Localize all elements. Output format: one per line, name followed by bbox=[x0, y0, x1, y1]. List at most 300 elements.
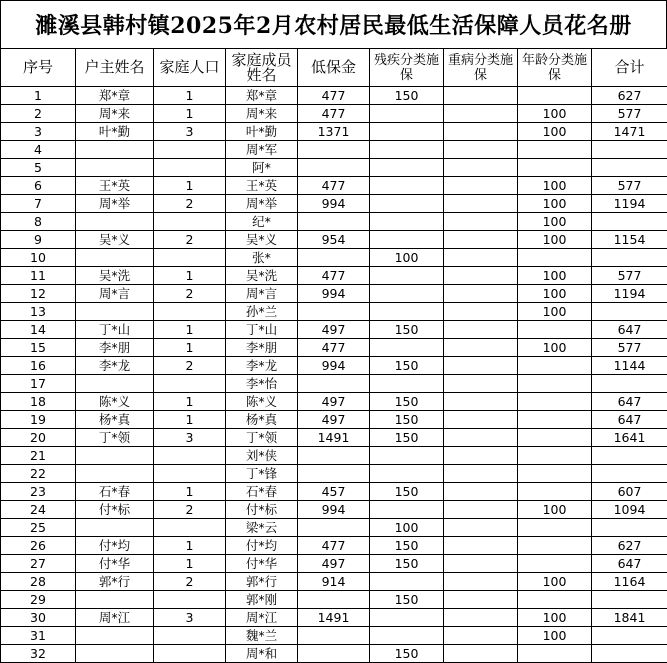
cell-total: 1841 bbox=[592, 609, 667, 627]
cell-member-name: 周*江 bbox=[226, 609, 298, 627]
cell-base-allowance: 994 bbox=[298, 501, 370, 519]
table-row bbox=[1, 591, 667, 609]
roster-table bbox=[0, 48, 667, 663]
table-row bbox=[1, 501, 667, 519]
cell-family-size: 1 bbox=[154, 411, 226, 429]
cell-member-name: 郭*行 bbox=[226, 573, 298, 591]
table-row bbox=[1, 213, 667, 231]
cell-age-supplement: 100 bbox=[518, 627, 592, 645]
cell-illness-supplement bbox=[444, 195, 518, 213]
cell-base-allowance bbox=[298, 465, 370, 483]
cell-illness-supplement bbox=[444, 159, 518, 177]
cell-illness-supplement bbox=[444, 105, 518, 123]
cell-member-name: 付*华 bbox=[226, 555, 298, 573]
cell-total: 1194 bbox=[592, 195, 667, 213]
cell-member-name: 付*标 bbox=[226, 501, 298, 519]
cell-family-size: 1 bbox=[154, 267, 226, 285]
cell-age-supplement bbox=[518, 411, 592, 429]
cell-age-supplement bbox=[518, 483, 592, 501]
cell-total bbox=[592, 519, 667, 537]
header-household-head: 户主姓名 bbox=[76, 49, 154, 87]
cell-base-allowance bbox=[298, 159, 370, 177]
cell-total bbox=[592, 213, 667, 231]
cell-disability-supplement: 150 bbox=[370, 393, 444, 411]
cell-illness-supplement bbox=[444, 645, 518, 663]
cell-member-name: 李*龙 bbox=[226, 357, 298, 375]
cell-base-allowance bbox=[298, 249, 370, 267]
table-row bbox=[1, 555, 667, 573]
cell-seq: 6 bbox=[1, 177, 76, 195]
cell-total: 1194 bbox=[592, 285, 667, 303]
cell-member-name: 丁*锋 bbox=[226, 465, 298, 483]
cell-family-size bbox=[154, 465, 226, 483]
cell-disability-supplement bbox=[370, 447, 444, 465]
table-row bbox=[1, 303, 667, 321]
cell-age-supplement bbox=[518, 375, 592, 393]
table-row bbox=[1, 357, 667, 375]
cell-disability-supplement: 150 bbox=[370, 357, 444, 375]
cell-member-name: 吴*洗 bbox=[226, 267, 298, 285]
cell-disability-supplement bbox=[370, 267, 444, 285]
cell-member-name: 叶*勤 bbox=[226, 123, 298, 141]
cell-household-head: 吴*义 bbox=[76, 231, 154, 249]
cell-household-head: 付*标 bbox=[76, 501, 154, 519]
header-disability-supplement: 残疾分类施保 bbox=[370, 49, 444, 87]
cell-total bbox=[592, 249, 667, 267]
header-family-size: 家庭人口 bbox=[154, 49, 226, 87]
cell-total: 607 bbox=[592, 483, 667, 501]
cell-seq: 25 bbox=[1, 519, 76, 537]
cell-illness-supplement bbox=[444, 231, 518, 249]
cell-disability-supplement: 150 bbox=[370, 483, 444, 501]
cell-household-head: 周*江 bbox=[76, 609, 154, 627]
cell-seq: 19 bbox=[1, 411, 76, 429]
cell-illness-supplement bbox=[444, 339, 518, 357]
cell-illness-supplement bbox=[444, 285, 518, 303]
cell-member-name: 梁*云 bbox=[226, 519, 298, 537]
cell-total: 647 bbox=[592, 555, 667, 573]
cell-family-size: 2 bbox=[154, 501, 226, 519]
table-row bbox=[1, 411, 667, 429]
cell-disability-supplement: 100 bbox=[370, 519, 444, 537]
cell-disability-supplement bbox=[370, 339, 444, 357]
cell-household-head: 付*华 bbox=[76, 555, 154, 573]
cell-age-supplement bbox=[518, 159, 592, 177]
cell-age-supplement: 100 bbox=[518, 285, 592, 303]
cell-total: 577 bbox=[592, 177, 667, 195]
cell-household-head bbox=[76, 627, 154, 645]
cell-age-supplement: 100 bbox=[518, 195, 592, 213]
cell-illness-supplement bbox=[444, 393, 518, 411]
cell-total: 647 bbox=[592, 411, 667, 429]
cell-base-allowance: 994 bbox=[298, 285, 370, 303]
cell-family-size: 2 bbox=[154, 195, 226, 213]
cell-household-head: 王*英 bbox=[76, 177, 154, 195]
cell-total: 1164 bbox=[592, 573, 667, 591]
cell-family-size bbox=[154, 303, 226, 321]
header-seq: 序号 bbox=[1, 49, 76, 87]
cell-illness-supplement bbox=[444, 123, 518, 141]
cell-age-supplement: 100 bbox=[518, 573, 592, 591]
cell-member-name: 丁*领 bbox=[226, 429, 298, 447]
cell-illness-supplement bbox=[444, 483, 518, 501]
cell-base-allowance: 477 bbox=[298, 537, 370, 555]
cell-seq: 10 bbox=[1, 249, 76, 267]
cell-base-allowance: 477 bbox=[298, 87, 370, 105]
cell-disability-supplement: 150 bbox=[370, 645, 444, 663]
cell-seq: 31 bbox=[1, 627, 76, 645]
cell-disability-supplement bbox=[370, 195, 444, 213]
cell-illness-supplement bbox=[444, 267, 518, 285]
cell-total bbox=[592, 159, 667, 177]
cell-member-name: 王*英 bbox=[226, 177, 298, 195]
cell-illness-supplement bbox=[444, 591, 518, 609]
cell-disability-supplement bbox=[370, 609, 444, 627]
cell-family-size bbox=[154, 519, 226, 537]
cell-total: 647 bbox=[592, 321, 667, 339]
cell-illness-supplement bbox=[444, 375, 518, 393]
cell-family-size: 3 bbox=[154, 609, 226, 627]
cell-household-head: 陈*义 bbox=[76, 393, 154, 411]
cell-member-name: 陈*义 bbox=[226, 393, 298, 411]
cell-household-head: 周*来 bbox=[76, 105, 154, 123]
cell-base-allowance bbox=[298, 375, 370, 393]
cell-illness-supplement bbox=[444, 249, 518, 267]
cell-base-allowance: 994 bbox=[298, 195, 370, 213]
cell-family-size bbox=[154, 645, 226, 663]
cell-age-supplement: 100 bbox=[518, 501, 592, 519]
cell-family-size: 1 bbox=[154, 483, 226, 501]
cell-total: 577 bbox=[592, 339, 667, 357]
cell-member-name: 付*均 bbox=[226, 537, 298, 555]
cell-base-allowance: 497 bbox=[298, 555, 370, 573]
cell-total: 647 bbox=[592, 393, 667, 411]
cell-seq: 20 bbox=[1, 429, 76, 447]
cell-disability-supplement bbox=[370, 141, 444, 159]
cell-disability-supplement bbox=[370, 285, 444, 303]
cell-family-size bbox=[154, 447, 226, 465]
table-row bbox=[1, 609, 667, 627]
cell-illness-supplement bbox=[444, 573, 518, 591]
cell-seq: 13 bbox=[1, 303, 76, 321]
cell-disability-supplement: 150 bbox=[370, 87, 444, 105]
cell-age-supplement bbox=[518, 321, 592, 339]
cell-family-size: 1 bbox=[154, 177, 226, 195]
cell-family-size: 1 bbox=[154, 105, 226, 123]
cell-household-head: 丁*领 bbox=[76, 429, 154, 447]
cell-illness-supplement bbox=[444, 501, 518, 519]
table-row bbox=[1, 177, 667, 195]
cell-family-size bbox=[154, 375, 226, 393]
cell-age-supplement: 100 bbox=[518, 105, 592, 123]
cell-illness-supplement bbox=[444, 555, 518, 573]
cell-base-allowance: 497 bbox=[298, 393, 370, 411]
cell-total: 627 bbox=[592, 87, 667, 105]
cell-family-size: 2 bbox=[154, 231, 226, 249]
cell-disability-supplement bbox=[370, 303, 444, 321]
table-row bbox=[1, 141, 667, 159]
cell-seq: 8 bbox=[1, 213, 76, 231]
cell-seq: 15 bbox=[1, 339, 76, 357]
cell-seq: 1 bbox=[1, 87, 76, 105]
cell-disability-supplement bbox=[370, 375, 444, 393]
table-row bbox=[1, 645, 667, 663]
table-row bbox=[1, 159, 667, 177]
cell-member-name: 丁*山 bbox=[226, 321, 298, 339]
cell-member-name: 李*朋 bbox=[226, 339, 298, 357]
cell-member-name: 张* bbox=[226, 249, 298, 267]
cell-household-head bbox=[76, 303, 154, 321]
cell-seq: 24 bbox=[1, 501, 76, 519]
cell-disability-supplement: 150 bbox=[370, 411, 444, 429]
cell-illness-supplement bbox=[444, 465, 518, 483]
cell-household-head: 李*朋 bbox=[76, 339, 154, 357]
cell-base-allowance: 994 bbox=[298, 357, 370, 375]
cell-household-head: 付*均 bbox=[76, 537, 154, 555]
cell-total bbox=[592, 303, 667, 321]
cell-seq: 30 bbox=[1, 609, 76, 627]
cell-disability-supplement: 100 bbox=[370, 249, 444, 267]
cell-base-allowance: 497 bbox=[298, 321, 370, 339]
page-title: 濉溪县韩村镇2025年2月农村居民最低生活保障人员花名册 bbox=[0, 0, 667, 48]
cell-total: 577 bbox=[592, 105, 667, 123]
cell-illness-supplement bbox=[444, 177, 518, 195]
cell-total bbox=[592, 375, 667, 393]
cell-family-size: 1 bbox=[154, 321, 226, 339]
cell-age-supplement: 100 bbox=[518, 123, 592, 141]
table-row bbox=[1, 393, 667, 411]
cell-disability-supplement bbox=[370, 465, 444, 483]
cell-member-name: 石*春 bbox=[226, 483, 298, 501]
cell-seq: 4 bbox=[1, 141, 76, 159]
cell-member-name: 纪* bbox=[226, 213, 298, 231]
cell-disability-supplement bbox=[370, 573, 444, 591]
table-row bbox=[1, 375, 667, 393]
cell-age-supplement bbox=[518, 519, 592, 537]
cell-age-supplement: 100 bbox=[518, 339, 592, 357]
cell-base-allowance: 477 bbox=[298, 339, 370, 357]
header-base-allowance: 低保金 bbox=[298, 49, 370, 87]
table-row bbox=[1, 123, 667, 141]
cell-base-allowance: 1491 bbox=[298, 429, 370, 447]
cell-age-supplement: 100 bbox=[518, 267, 592, 285]
cell-disability-supplement bbox=[370, 231, 444, 249]
cell-seq: 28 bbox=[1, 573, 76, 591]
table-row bbox=[1, 573, 667, 591]
cell-household-head: 周*举 bbox=[76, 195, 154, 213]
cell-disability-supplement: 150 bbox=[370, 321, 444, 339]
cell-total bbox=[592, 645, 667, 663]
cell-base-allowance: 477 bbox=[298, 105, 370, 123]
cell-age-supplement bbox=[518, 249, 592, 267]
cell-household-head bbox=[76, 159, 154, 177]
cell-household-head bbox=[76, 249, 154, 267]
cell-base-allowance bbox=[298, 141, 370, 159]
cell-base-allowance bbox=[298, 645, 370, 663]
table-row bbox=[1, 285, 667, 303]
cell-disability-supplement: 150 bbox=[370, 591, 444, 609]
cell-seq: 12 bbox=[1, 285, 76, 303]
cell-seq: 22 bbox=[1, 465, 76, 483]
cell-member-name: 周*军 bbox=[226, 141, 298, 159]
cell-seq: 2 bbox=[1, 105, 76, 123]
cell-total: 1144 bbox=[592, 357, 667, 375]
cell-age-supplement bbox=[518, 357, 592, 375]
cell-illness-supplement bbox=[444, 411, 518, 429]
cell-household-head: 郑*章 bbox=[76, 87, 154, 105]
table-row bbox=[1, 231, 667, 249]
cell-household-head: 石*春 bbox=[76, 483, 154, 501]
table-row bbox=[1, 195, 667, 213]
cell-member-name: 刘*侠 bbox=[226, 447, 298, 465]
cell-household-head: 郭*行 bbox=[76, 573, 154, 591]
cell-total: 1094 bbox=[592, 501, 667, 519]
table-row bbox=[1, 87, 667, 105]
table-row bbox=[1, 627, 667, 645]
cell-disability-supplement bbox=[370, 159, 444, 177]
table-row bbox=[1, 519, 667, 537]
cell-age-supplement bbox=[518, 465, 592, 483]
cell-household-head: 李*龙 bbox=[76, 357, 154, 375]
table-row bbox=[1, 105, 667, 123]
cell-age-supplement bbox=[518, 141, 592, 159]
cell-family-size: 1 bbox=[154, 393, 226, 411]
cell-family-size: 2 bbox=[154, 285, 226, 303]
header-illness-supplement: 重病分类施保 bbox=[444, 49, 518, 87]
cell-family-size bbox=[154, 249, 226, 267]
cell-family-size bbox=[154, 627, 226, 645]
header-row bbox=[1, 49, 667, 87]
cell-household-head: 周*言 bbox=[76, 285, 154, 303]
cell-family-size: 1 bbox=[154, 87, 226, 105]
cell-household-head: 吴*洗 bbox=[76, 267, 154, 285]
cell-illness-supplement bbox=[444, 537, 518, 555]
cell-base-allowance: 914 bbox=[298, 573, 370, 591]
cell-family-size bbox=[154, 141, 226, 159]
cell-disability-supplement bbox=[370, 105, 444, 123]
cell-disability-supplement bbox=[370, 501, 444, 519]
cell-illness-supplement bbox=[444, 213, 518, 231]
cell-household-head bbox=[76, 465, 154, 483]
cell-age-supplement bbox=[518, 429, 592, 447]
cell-household-head bbox=[76, 591, 154, 609]
cell-seq: 16 bbox=[1, 357, 76, 375]
cell-illness-supplement bbox=[444, 87, 518, 105]
cell-seq: 27 bbox=[1, 555, 76, 573]
cell-family-size: 2 bbox=[154, 357, 226, 375]
cell-total: 1471 bbox=[592, 123, 667, 141]
cell-total bbox=[592, 447, 667, 465]
cell-illness-supplement bbox=[444, 357, 518, 375]
cell-family-size bbox=[154, 213, 226, 231]
cell-seq: 7 bbox=[1, 195, 76, 213]
table-row bbox=[1, 483, 667, 501]
cell-family-size bbox=[154, 591, 226, 609]
cell-member-name: 周*和 bbox=[226, 645, 298, 663]
cell-total: 627 bbox=[592, 537, 667, 555]
cell-member-name: 杨*真 bbox=[226, 411, 298, 429]
cell-seq: 5 bbox=[1, 159, 76, 177]
cell-member-name: 阿* bbox=[226, 159, 298, 177]
table-row bbox=[1, 537, 667, 555]
cell-member-name: 吴*义 bbox=[226, 231, 298, 249]
cell-illness-supplement bbox=[444, 609, 518, 627]
cell-family-size bbox=[154, 159, 226, 177]
cell-seq: 21 bbox=[1, 447, 76, 465]
cell-member-name: 周*举 bbox=[226, 195, 298, 213]
cell-member-name: 周*言 bbox=[226, 285, 298, 303]
cell-family-size: 1 bbox=[154, 537, 226, 555]
cell-household-head bbox=[76, 375, 154, 393]
table-row bbox=[1, 267, 667, 285]
cell-illness-supplement bbox=[444, 429, 518, 447]
cell-base-allowance: 1371 bbox=[298, 123, 370, 141]
cell-household-head bbox=[76, 519, 154, 537]
cell-age-supplement bbox=[518, 645, 592, 663]
cell-base-allowance: 457 bbox=[298, 483, 370, 501]
table-row bbox=[1, 321, 667, 339]
cell-age-supplement: 100 bbox=[518, 609, 592, 627]
cell-seq: 18 bbox=[1, 393, 76, 411]
cell-seq: 9 bbox=[1, 231, 76, 249]
cell-family-size: 1 bbox=[154, 339, 226, 357]
cell-base-allowance: 497 bbox=[298, 411, 370, 429]
cell-base-allowance: 1491 bbox=[298, 609, 370, 627]
table-row bbox=[1, 339, 667, 357]
cell-household-head bbox=[76, 213, 154, 231]
header-age-supplement: 年龄分类施保 bbox=[518, 49, 592, 87]
cell-age-supplement bbox=[518, 393, 592, 411]
cell-base-allowance bbox=[298, 213, 370, 231]
cell-age-supplement bbox=[518, 537, 592, 555]
cell-base-allowance bbox=[298, 447, 370, 465]
cell-seq: 26 bbox=[1, 537, 76, 555]
table-row bbox=[1, 249, 667, 267]
cell-member-name: 郑*章 bbox=[226, 87, 298, 105]
cell-total bbox=[592, 465, 667, 483]
cell-age-supplement: 100 bbox=[518, 213, 592, 231]
cell-age-supplement bbox=[518, 555, 592, 573]
cell-family-size: 2 bbox=[154, 573, 226, 591]
cell-total bbox=[592, 627, 667, 645]
cell-base-allowance: 954 bbox=[298, 231, 370, 249]
header-total: 合计 bbox=[592, 49, 667, 87]
cell-disability-supplement bbox=[370, 123, 444, 141]
cell-disability-supplement bbox=[370, 177, 444, 195]
cell-total bbox=[592, 591, 667, 609]
cell-seq: 11 bbox=[1, 267, 76, 285]
cell-disability-supplement: 150 bbox=[370, 537, 444, 555]
cell-household-head: 叶*勤 bbox=[76, 123, 154, 141]
cell-member-name: 周*来 bbox=[226, 105, 298, 123]
cell-household-head: 丁*山 bbox=[76, 321, 154, 339]
cell-seq: 17 bbox=[1, 375, 76, 393]
cell-disability-supplement: 150 bbox=[370, 429, 444, 447]
cell-age-supplement bbox=[518, 591, 592, 609]
cell-disability-supplement bbox=[370, 213, 444, 231]
cell-total: 577 bbox=[592, 267, 667, 285]
header-member-name: 家庭成员姓名 bbox=[226, 49, 298, 87]
cell-illness-supplement bbox=[444, 141, 518, 159]
cell-member-name: 孙*兰 bbox=[226, 303, 298, 321]
cell-illness-supplement bbox=[444, 627, 518, 645]
cell-family-size: 1 bbox=[154, 555, 226, 573]
table-row bbox=[1, 465, 667, 483]
cell-member-name: 李*怡 bbox=[226, 375, 298, 393]
cell-member-name: 郭*刚 bbox=[226, 591, 298, 609]
table-row bbox=[1, 447, 667, 465]
cell-illness-supplement bbox=[444, 321, 518, 339]
